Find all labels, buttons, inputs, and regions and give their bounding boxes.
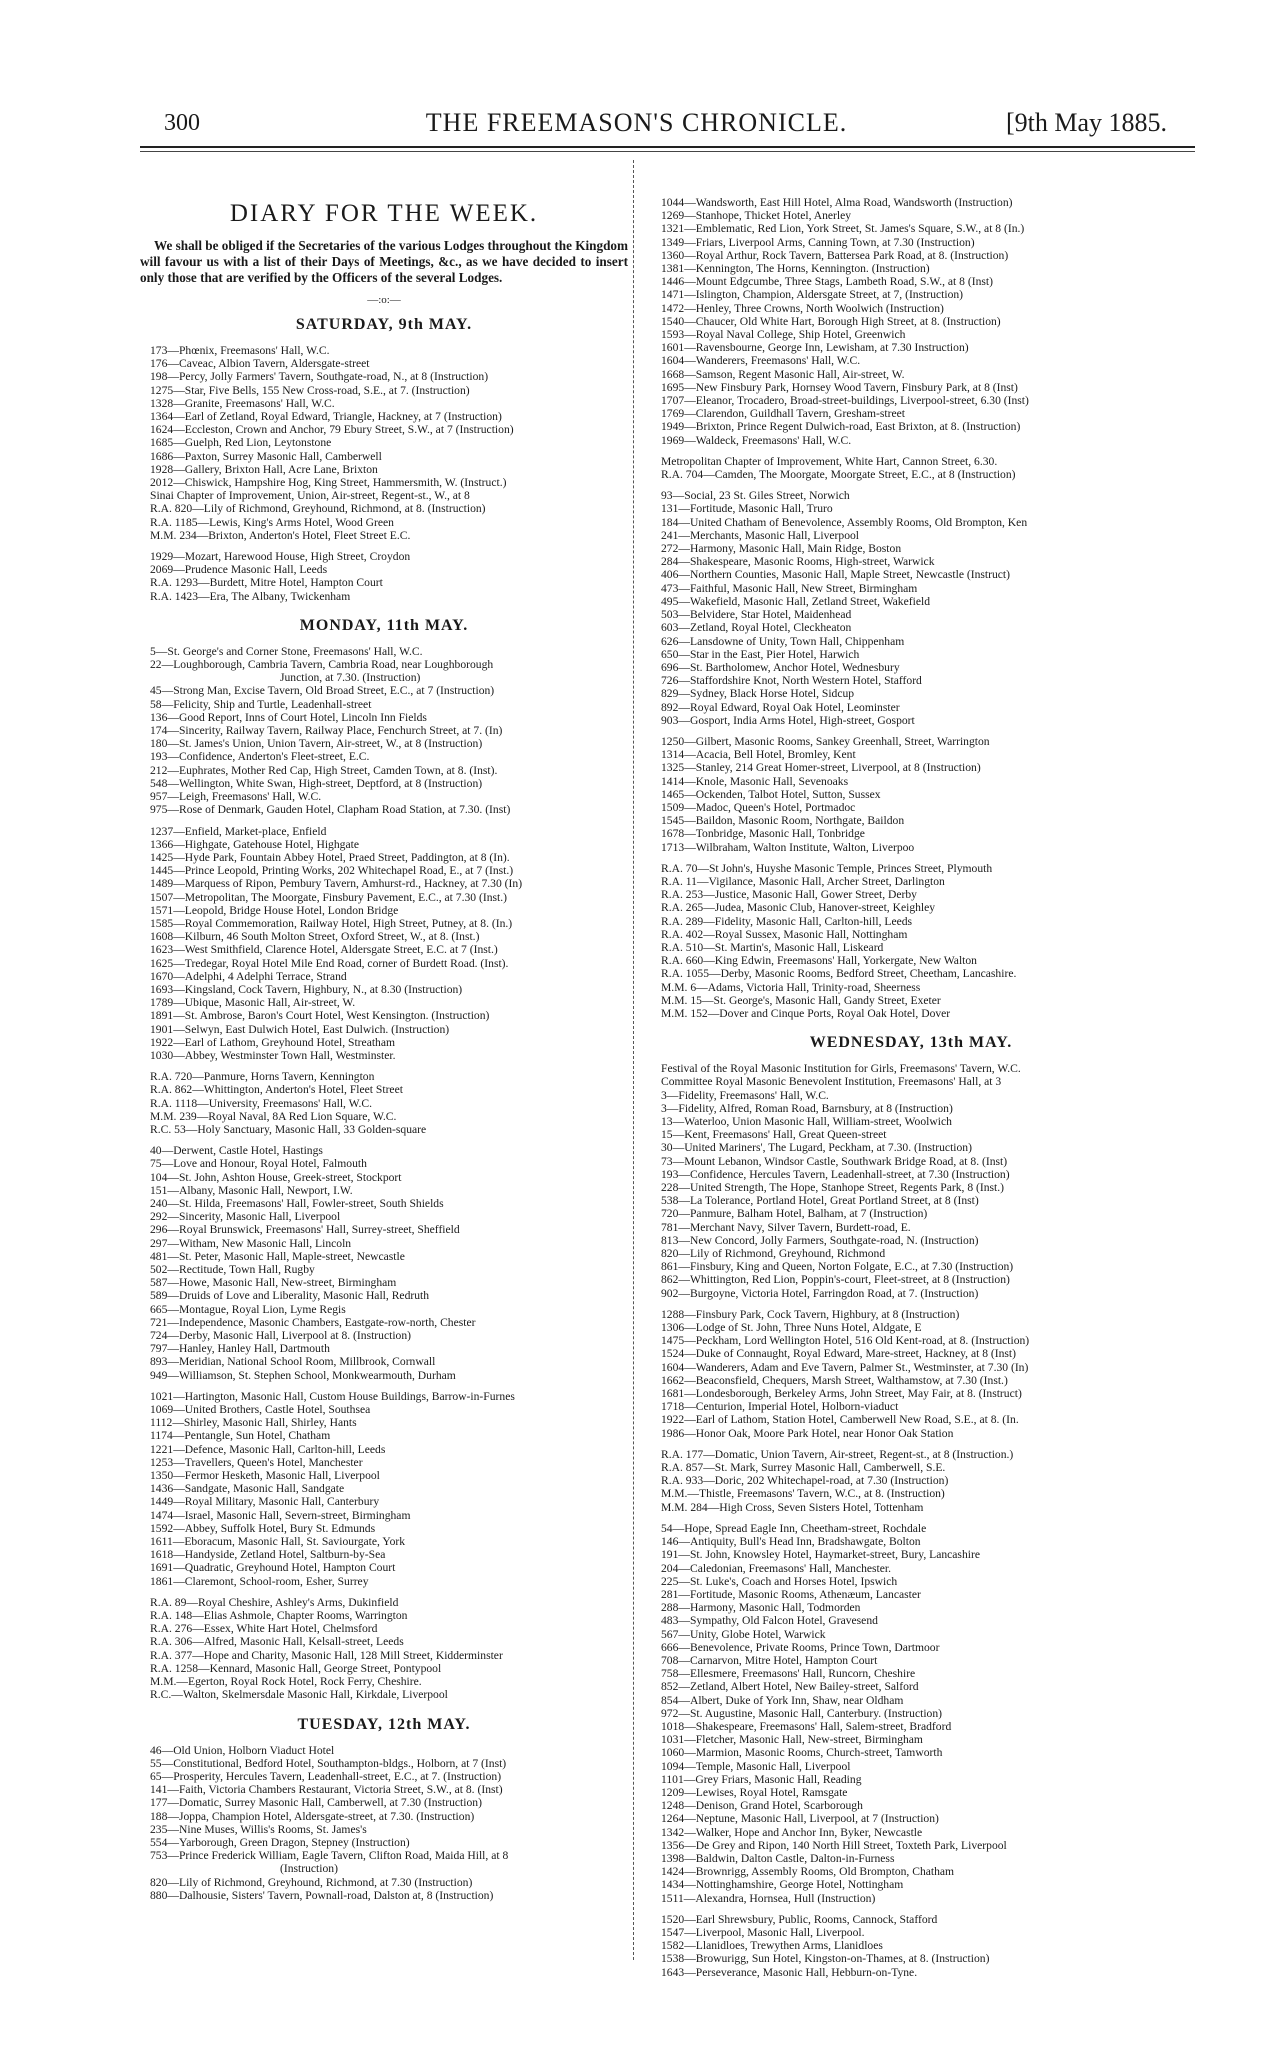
lodge-entry: 176—Caveac, Albion Tavern, Aldersgate-street xyxy=(150,357,370,371)
lodge-entry: R.A. 70—St John's, Huyshe Masonic Temple, Princes Street, Plymouth xyxy=(661,861,993,875)
lodge-entry: 272—Harmony, Masonic Hall, Main Ridge, Boston xyxy=(661,542,902,556)
lodge-entry: R.A. 704—Camden, The Moorgate, Moorgate Street, E.C., at 8 (Instruction) xyxy=(661,468,1016,482)
lodge-entry: R.A. 377—Hope and Charity, Masonic Hall, 128 Mill Street, Kidderminster xyxy=(150,1648,503,1662)
lodge-entry: R.A. 1185—Lewis, King's Arms Hotel, Wood Green xyxy=(150,515,394,529)
lodge-entry: 1604—Wanderers, Adam and Eve Tavern, Palmer St., Westminster, at 7.30 (In) xyxy=(661,1360,1029,1374)
lodge-entry: 1248—Denison, Grand Hotel, Scarborough xyxy=(661,1799,863,1813)
lodge-entry: 852—Zetland, Albert Hotel, New Bailey-street, Salford xyxy=(661,1680,919,1694)
lodge-entry: 1250—Gilbert, Masonic Rooms, Sankey Greenhall, Street, Warrington xyxy=(661,734,990,748)
lodge-entry: 589—Druids of Love and Liberality, Masonic Hall, Redruth xyxy=(150,1289,430,1303)
lodge-entry: 406—Northern Counties, Masonic Hall, Maple Street, Newcastle (Instruct) xyxy=(661,568,1011,582)
lodge-entry: 1718—Centurion, Imperial Hotel, Holborn-viaduct xyxy=(661,1400,899,1414)
lodge-entry: 1691—Quadratic, Greyhound Hotel, Hampton Court xyxy=(150,1561,396,1575)
lodge-entry: 191—St. John, Knowsley Hotel, Haymarket-street, Bury, Lancashire xyxy=(661,1548,980,1562)
lodge-entry: Sinai Chapter of Improvement, Union, Air-street, Regent-st., W., at 8 xyxy=(150,489,470,503)
lodge-entry: 975—Rose of Denmark, Gauden Hotel, Clapham Road Station, at 7.30. (Inst) xyxy=(150,803,511,817)
lodge-entry: 1021—Hartington, Masonic Hall, Custom House Buildings, Barrow-in-Furnes xyxy=(150,1389,515,1403)
lodge-entry: 1611—Eboracum, Masonic Hall, St. Saviourgate, York xyxy=(150,1535,406,1549)
lodge-entry: 193—Confidence, Hercules Tavern, Leadenhall-street, at 7.30 (Instruction) xyxy=(661,1167,1010,1181)
lodge-entry: 1509—Madoc, Queen's Hotel, Portmadoc xyxy=(661,800,856,814)
day-heading: TUESDAY, 12th MAY. xyxy=(297,1715,471,1733)
lodge-entry: 1474—Israel, Masonic Hall, Severn-street, Birmingham xyxy=(150,1508,411,1522)
lodge-group xyxy=(140,1596,628,1702)
lodge-entry: 820—Lily of Richmond, Greyhound, Richmond, at 7.30 (Instruction) xyxy=(150,1875,473,1889)
lodge-entry: 281—Fortitude, Masonic Rooms, Athenæum, Lancaster xyxy=(661,1587,921,1601)
lodge-entry: 1465—Ockenden, Talbot Hotel, Sutton, Sussex xyxy=(661,787,881,801)
lodge-entry-continuation: (Instruction) xyxy=(280,1862,338,1876)
lodge-entry: 1237—Enfield, Market-place, Enfield xyxy=(150,824,327,838)
lodge-entry: 1520—Earl Shrewsbury, Public, Rooms, Cannock, Stafford xyxy=(661,1912,938,1926)
separator: —:o:— xyxy=(367,294,401,306)
lodge-entry: R.A. 1118—University, Freemasons' Hall, W.C. xyxy=(150,1096,373,1110)
lodge-entry: 1662—Beaconsfield, Chequers, Marsh Street, Walthamstow, at 7.30 (Inst.) xyxy=(661,1373,1008,1387)
day-heading: SATURDAY, 9th MAY. xyxy=(295,316,473,333)
lodge-entry: 1511—Alexandra, Hornsea, Hull (Instruction) xyxy=(661,1891,876,1905)
lodge-entry: 1325—Stanley, 214 Great Homer-street, Liverpool, at 8 (Instruction) xyxy=(661,761,981,775)
lodge-entry: 724—Derby, Masonic Hall, Liverpool at 8. (Instruction) xyxy=(150,1329,412,1343)
lodge-entry: M.M. 234—Brixton, Anderton's Hotel, Fleet Street E.C. xyxy=(150,528,411,542)
lodge-entry: 753—Prince Frederick William, Eagle Tavern, Clifton Road, Maida Hill, at 8 xyxy=(150,1849,509,1863)
lodge-entry: 297—Witham, New Masonic Hall, Lincoln xyxy=(150,1236,352,1250)
lodge-entry: 1668—Samson, Regent Masonic Hall, Air-street, W. xyxy=(661,367,905,381)
issue-date: [9th May 1885. xyxy=(1006,108,1168,137)
lodge-entry: R.C. 53—Holy Sanctuary, Masonic Hall, 33 Golden-square xyxy=(150,1122,427,1136)
lodge-entry: 65—Prosperity, Hercules Tavern, Leadenhall-street, E.C., at 7. (Instruction) xyxy=(150,1769,502,1783)
lodge-entry: 781—Merchant Navy, Silver Tavern, Burdett-road, E. xyxy=(661,1220,911,1234)
lodge-entry: 193—Confidence, Anderton's Fleet-street, E.C. xyxy=(150,750,370,764)
lodge-entry: 1969—Waldeck, Freemasons' Hall, W.C. xyxy=(661,433,852,447)
lodge-entry: 174—Sincerity, Railway Tavern, Railway Place, Fenchurch Street, at 7. (In) xyxy=(150,724,503,738)
lodge-entry: 75—Love and Honour, Royal Hotel, Falmouth xyxy=(150,1157,367,1171)
lodge-entry: 1625—Tredegar, Royal Hotel Mile End Road, corner of Burdett Road. (Inst). xyxy=(150,956,509,970)
lodge-entry-continuation: Junction, at 7.30. (Instruction) xyxy=(280,671,421,685)
lodge-entry: 292—Sincerity, Masonic Hall, Liverpool xyxy=(150,1210,341,1224)
lodge-entry: 626—Lansdowne of Unity, Town Hall, Chippenham xyxy=(661,634,905,648)
lodge-entry: 949—Williamson, St. Stephen School, Monkwearmouth, Durham xyxy=(150,1368,456,1382)
column-divider xyxy=(633,160,634,1960)
lodge-entry: 22—Loughborough, Cambria Tavern, Cambria Road, near Loughborough xyxy=(150,658,494,672)
lodge-entry: 481—St. Peter, Masonic Hall, Maple-street, Newcastle xyxy=(150,1249,405,1263)
page-header xyxy=(0,104,1273,140)
lodge-entry: 1769—Clarendon, Guildhall Tavern, Gresham-street xyxy=(661,407,905,421)
lodge-entry: 1592—Abbey, Suffolk Hotel, Bury St. Edmunds xyxy=(150,1521,376,1535)
lodge-entry: 726—Staffordshire Knot, North Western Hotel, Stafford xyxy=(661,674,922,688)
lodge-entry: 902—Burgoyne, Victoria Hotel, Farringdon Road, at 7. (Instruction) xyxy=(661,1286,979,1300)
lodge-entry: 1475—Peckham, Lord Wellington Hotel, 516 Old Kent-road, at 8. (Instruction) xyxy=(661,1334,1030,1348)
lodge-entry: 1360—Royal Arthur, Rock Tavern, Battersea Park Road, at 8. (Instruction) xyxy=(661,248,1009,262)
lodge-entry: 204—Caledonian, Freemasons' Hall, Manchester. xyxy=(661,1561,892,1575)
lodge-entry: R.A. 289—Fidelity, Masonic Hall, Carlton-hill, Leeds xyxy=(661,914,913,928)
lodge-entry: 1221—Defence, Masonic Hall, Carlton-hill, Leeds xyxy=(150,1442,386,1456)
lodge-entry: 1275—Star, Five Bells, 155 New Cross-road, S.E., at 7. (Instruction) xyxy=(150,383,470,397)
lodge-entry: 1540—Chaucer, Old White Hart, Borough High Street, at 8. (Instruction) xyxy=(661,314,1001,328)
lodge-entry: 1018—Shakespeare, Freemasons' Hall, Salem-street, Bradford xyxy=(661,1719,952,1733)
lodge-entry: R.A. 862—Whittington, Anderton's Hotel, Fleet Street xyxy=(150,1083,403,1097)
lodge-entry: 1314—Acacia, Bell Hotel, Bromley, Kent xyxy=(661,748,856,762)
lodge-entry: R.A. 820—Lily of Richmond, Greyhound, Richmond, at 8. (Instruction) xyxy=(150,502,486,516)
day-heading: MONDAY, 11th MAY. xyxy=(299,616,469,634)
lodge-group xyxy=(140,1144,628,1382)
lodge-entry: 1044—Wandsworth, East Hill Hotel, Alma Road, Wandsworth (Instruction) xyxy=(661,196,1013,209)
lodge-group xyxy=(651,196,1171,447)
lodge-entry: M.M.—Egerton, Royal Rock Hotel, Rock Ferry, Cheshire. xyxy=(150,1675,422,1689)
lodge-entry: 554—Yarborough, Green Dragon, Stepney (Instruction) xyxy=(150,1835,410,1849)
lodge-entry: 1364—Earl of Zetland, Royal Edward, Triangle, Hackney, at 7 (Instruction) xyxy=(150,410,502,424)
lodge-entry: 1524—Duke of Connaught, Royal Edward, Mare-street, Hackney, at 8 (Inst) xyxy=(661,1347,1017,1361)
day-heading: WEDNESDAY, 13th MAY. xyxy=(809,1034,1013,1052)
intro-paragraph: We shall be obliged if the Secretaries of the various Lodges throughout the Kingdom will favour us with a list of their Days of Meetings, &c., as we have decided to insert only those that are verified by the Officers of the several Lodges. xyxy=(140,238,628,285)
lodge-entry: 1547—Liverpool, Masonic Hall, Liverpool. xyxy=(661,1925,865,1939)
lodge-entry: 1306—Lodge of St. John, Three Nuns Hotel, Aldgate, E xyxy=(661,1321,922,1335)
lodge-entry: 587—Howe, Masonic Hall, New-street, Birmingham xyxy=(150,1276,397,1290)
lodge-entry: 1538—Browurigg, Sun Hotel, Kingston-on-Thames, at 8. (Instruction) xyxy=(661,1952,990,1966)
lodge-entry: 1030—Abbey, Westminster Town Hall, Westminster. xyxy=(150,1048,396,1062)
lodge-entry: 708—Carnarvon, Mitre Hotel, Hampton Court xyxy=(661,1653,878,1667)
lodge-entry: 880—Dalhousie, Sisters' Tavern, Pownall-road, Dalston at, 8 (Instruction) xyxy=(150,1888,494,1902)
lodge-group xyxy=(651,1913,1171,1979)
lodge-entry: 1425—Hyde Park, Fountain Abbey Hotel, Praed Street, Paddington, at 8 (In). xyxy=(150,850,510,864)
lodge-entry: 1582—Llanidloes, Trewythen Arms, Llanidloes xyxy=(661,1939,883,1953)
lodge-entry: 1686—Paxton, Surrey Masonic Hall, Camberwell xyxy=(150,449,382,463)
lodge-entry: R.A. 1258—Kennard, Masonic Hall, George Street, Pontypool xyxy=(150,1661,442,1675)
lodge-entry: 820—Lily of Richmond, Greyhound, Richmond xyxy=(661,1247,886,1261)
lodge-entry: R.A. 720—Panmure, Horns Tavern, Kennington xyxy=(150,1070,375,1084)
lodge-entry: 893—Meridian, National School Room, Millbrook, Cornwall xyxy=(150,1355,436,1369)
publication-title: THE FREEMASON'S CHRONICLE. xyxy=(425,108,848,137)
lodge-entry: 696—St. Bartholomew, Anchor Hotel, Wednesbury xyxy=(661,660,900,674)
lodge-entry: 1545—Baildon, Masonic Room, Northgate, Baildon xyxy=(661,814,905,828)
lodge-entry: 903—Gosport, India Arms Hotel, High-street, Gosport xyxy=(661,713,915,727)
lodge-entry: 1342—Walker, Hope and Anchor Inn, Byker, Newcastle xyxy=(661,1825,923,1839)
lodge-entry: 2012—Chiswick, Hampshire Hog, King Street, Hammersmith, W. (Instruct.) xyxy=(150,476,507,490)
lodge-entry: R.A. 11—Vigilance, Masonic Hall, Archer Street, Darlington xyxy=(661,874,945,888)
lodge-entry: 146—Antiquity, Bull's Head Inn, Bradshawgate, Bolton xyxy=(661,1535,921,1549)
lodge-entry: 1253—Travellers, Queen's Hotel, Manchester xyxy=(150,1455,363,1469)
lodge-entry: 567—Unity, Globe Hotel, Warwick xyxy=(661,1627,826,1641)
lodge-entry: 225—St. Luke's, Coach and Horses Hotel, Ipswich xyxy=(661,1574,898,1588)
lodge-entry: 1928—Gallery, Brixton Hall, Acre Lane, Brixton xyxy=(150,462,378,476)
lodge-entry: 666—Benevolence, Private Rooms, Prince Town, Dartmoor xyxy=(661,1640,940,1654)
lodge-entry: 603—Zetland, Royal Hotel, Cleckheaton xyxy=(661,621,852,635)
lodge-entry: 1489—Marquess of Ripon, Pembury Tavern, Amhurst-rd., Hackney, at 7.30 (In) xyxy=(150,877,523,891)
lodge-entry: 1623—West Smithfield, Clarence Hotel, Aldersgate Street, E.C. at 7 (Inst.) xyxy=(150,943,498,957)
lodge-entry: 1670—Adelphi, 4 Adelphi Terrace, Strand xyxy=(150,969,347,983)
lodge-entry: 957—Leigh, Freemasons' Hall, W.C. xyxy=(150,790,322,804)
lodge-entry: 151—Albany, Masonic Hall, Newport, I.W. xyxy=(150,1183,353,1197)
lodge-entry: R.A. 402—Royal Sussex, Masonic Hall, Nottingham xyxy=(661,927,908,941)
lodge-entry: 503—Belvidere, Star Hotel, Maidenhead xyxy=(661,608,852,622)
lodge-entry: Festival of the Royal Masonic Institution for Girls, Freemasons' Tavern, W.C. xyxy=(661,1062,1021,1076)
lodge-entry: 1585—Royal Commemoration, Railway Hotel, High Street, Putney, at 8. (In.) xyxy=(150,916,513,930)
lodge-entry: 1986—Honor Oak, Moore Park Hotel, near Honor Oak Station xyxy=(661,1426,954,1440)
lodge-entry: 650—Star in the East, Pier Hotel, Harwich xyxy=(661,647,860,661)
lodge-entry: 1891—St. Ambrose, Baron's Court Hotel, West Kensington. (Instruction) xyxy=(150,1009,490,1023)
lodge-entry: 483—Sympathy, Old Falcon Hotel, Gravesend xyxy=(661,1614,878,1628)
lodge-entry: R.A. 276—Essex, White Hart Hotel, Chelmsford xyxy=(150,1622,378,1636)
lodge-entry: R.A. 857—St. Mark, Surrey Masonic Hall, Camberwell, S.E. xyxy=(661,1461,946,1475)
lodge-entry: R.A. 1293—Burdett, Mitre Hotel, Hampton Court xyxy=(150,576,383,590)
lodge-entry: 13—Waterloo, Union Masonic Hall, William-street, Woolwich xyxy=(661,1115,952,1128)
lodge-entry: 1101—Grey Friars, Masonic Hall, Reading xyxy=(661,1772,862,1786)
lodge-entry: 1288—Finsbury Park, Cock Tavern, Highbury, at 8 (Instruction) xyxy=(661,1307,960,1321)
lodge-group xyxy=(651,862,1171,1020)
lodge-entry: 131—Fortitude, Masonic Hall, Truro xyxy=(661,502,833,516)
lodge-entry: 1356—De Grey and Ripon, 140 North Hill Street, Toxteth Park, Liverpool xyxy=(661,1838,1007,1852)
header-rule-thin xyxy=(140,151,1195,152)
lodge-entry: M.M. 239—Royal Naval, 8A Red Lion Square, W.C. xyxy=(150,1109,397,1123)
lodge-entry: R.A. 253—Justice, Masonic Hall, Gower Street, Derby xyxy=(661,888,917,902)
lodge-entry: 720—Panmure, Balham Hotel, Balham, at 7 (Instruction) xyxy=(661,1207,928,1221)
lodge-entry: 1209—Lewises, Royal Hotel, Ramsgate xyxy=(661,1785,848,1799)
lodge-entry: 972—St. Augustine, Masonic Hall, Canterbury. (Instruction) xyxy=(661,1706,943,1720)
lodge-entry: 1601—Ravensbourne, George Inn, Lewisham, at 7.30 Instruction) xyxy=(661,341,969,355)
lodge-entry: 40—Derwent, Castle Hotel, Hastings xyxy=(150,1144,323,1158)
lodge-entry: 1381—Kennington, The Horns, Kennington. (Instruction) xyxy=(661,262,930,276)
lodge-group xyxy=(140,550,628,603)
lodge-entry: 1349—Friars, Liverpool Arms, Canning Town, at 7.30 (Instruction) xyxy=(661,235,975,249)
lodge-entry: 1350—Fermor Hesketh, Masonic Hall, Liverpool xyxy=(150,1469,380,1483)
lodge-entry: 892—Royal Edward, Royal Oak Hotel, Leominster xyxy=(661,700,900,714)
lodge-entry: 1685—Guelph, Red Lion, Leytonstone xyxy=(150,436,332,450)
lodge-entry: 141—Faith, Victoria Chambers Restaurant, Victoria Street, S.W., at 8. (Inst) xyxy=(150,1783,503,1797)
lodge-entry: 46—Old Union, Holborn Viaduct Hotel xyxy=(150,1743,335,1757)
section-title: DIARY FOR THE WEEK. xyxy=(229,200,539,227)
lodge-entry: Metropolitan Chapter of Improvement, White Hart, Cannon Street, 6.30. xyxy=(661,454,998,468)
lodge-entry: 136—Good Report, Inns of Court Hotel, Lincoln Inn Fields xyxy=(150,710,427,724)
lodge-entry: R.A. 89—Royal Cheshire, Ashley's Arms, Dukinfield xyxy=(150,1595,399,1609)
lodge-entry: 1269—Stanhope, Thicket Hotel, Anerley xyxy=(661,209,852,223)
lodge-entry: 184—United Chatham of Benevolence, Assembly Rooms, Old Brompton, Ken xyxy=(661,515,1028,529)
lodge-entry: 1471—Islington, Champion, Aldersgate Street, at 7, (Instruction) xyxy=(661,288,964,302)
lodge-entry: 240—St. Hilda, Freemasons' Hall, Fowler-street, South Shields xyxy=(150,1196,444,1210)
lodge-entry: 1366—Highgate, Gatehouse Hotel, Highgate xyxy=(150,837,359,851)
lodge-entry: 1618—Handyside, Zetland Hotel, Saltburn-by-Sea xyxy=(150,1548,386,1562)
lodge-entry: 1398—Baldwin, Dalton Castle, Dalton-in-Furness xyxy=(661,1851,895,1865)
lodge-entry: 15—Kent, Freemasons' Hall, Great Queen-street xyxy=(661,1128,887,1142)
lodge-entry: 1112—Shirley, Masonic Hall, Shirley, Hants xyxy=(150,1416,357,1430)
lodge-group xyxy=(140,1070,628,1136)
lodge-group xyxy=(140,645,628,817)
lodge-entry: 829—Sydney, Black Horse Hotel, Sidcup xyxy=(661,687,855,701)
lodge-entry: R.A. 148—Elias Ashmole, Chapter Rooms, Warrington xyxy=(150,1609,408,1623)
lodge-entry: 177—Domatic, Surrey Masonic Hall, Camberwell, at 7.30 (Instruction) xyxy=(150,1796,482,1810)
lodge-entry: M.M. 6—Adams, Victoria Hall, Trinity-road, Sheerness xyxy=(661,980,921,994)
lodge-entry: 3—Fidelity, Alfred, Roman Road, Barnsbury, at 8 (Instruction) xyxy=(661,1101,953,1115)
lodge-entry: 1604—Wanderers, Freemasons' Hall, W.C. xyxy=(661,354,861,368)
lodge-entry: 1424—Brownrigg, Assembly Rooms, Old Brompton, Chatham xyxy=(661,1865,955,1879)
lodge-entry: 1861—Claremont, School-room, Esher, Surrey xyxy=(150,1574,369,1588)
lodge-entry: 1922—Earl of Lathom, Station Hotel, Camberwell New Road, S.E., at 8. (In. xyxy=(661,1413,1019,1427)
lodge-group xyxy=(651,1522,1171,1905)
lodge-entry: 45—Strong Man, Excise Tavern, Old Broad Street, E.C., at 7 (Instruction) xyxy=(150,684,495,698)
lodge-entry: 473—Faithful, Masonic Hall, New Street, Birmingham xyxy=(661,581,918,595)
lodge-entry: 1449—Royal Military, Masonic Hall, Canterbury xyxy=(150,1495,380,1509)
lodge-group xyxy=(651,455,1171,481)
lodge-entry: 1328—Granite, Freemasons' Hall, W.C. xyxy=(150,396,335,410)
lodge-entry: 1789—Ubique, Masonic Hall, Air-street, W. xyxy=(150,996,356,1010)
lodge-entry: 548—Wellington, White Swan, High-street, Deptford, at 8 (Instruction) xyxy=(150,776,483,790)
header-rule xyxy=(140,146,1195,148)
page-number: 300 xyxy=(164,110,200,136)
lodge-entry: 1681—Londesborough, Berkeley Arms, John Street, May Fair, at 8. (Instruct) xyxy=(661,1387,1022,1401)
lodge-entry: 235—Nine Muses, Willis's Rooms, St. James's xyxy=(150,1822,367,1836)
lodge-entry: 538—La Tolerance, Portland Hotel, Great Portland Street, at 8 (Inst) xyxy=(661,1194,979,1208)
lodge-entry: 1414—Knole, Masonic Hall, Sevenoaks xyxy=(661,774,849,788)
lodge-entry: 1608—Kilburn, 46 South Molton Street, Oxford Street, W., at 8. (Inst.) xyxy=(150,930,480,944)
lodge-entry: 54—Hope, Spread Eagle Inn, Cheetham-street, Rochdale xyxy=(661,1521,927,1535)
lodge-entry: 1901—Selwyn, East Dulwich Hotel, East Dulwich. (Instruction) xyxy=(150,1022,450,1036)
lodge-entry: R.A. 933—Doric, 202 Whitechapel-road, at 7.30 (Instruction) xyxy=(661,1474,949,1488)
lodge-entry: R.A. 306—Alfred, Masonic Hall, Kelsall-street, Leeds xyxy=(150,1635,404,1649)
lodge-entry: 862—Whittington, Red Lion, Poppin's-court, Fleet-street, at 8 (Instruction) xyxy=(661,1273,1010,1287)
lodge-entry: R.C.—Walton, Skelmersdale Masonic Hall, Kirkdale, Liverpool xyxy=(150,1688,448,1702)
lodge-entry: 1069—United Brothers, Castle Hotel, Southsea xyxy=(150,1403,371,1417)
lodge-entry: 813—New Concord, Jolly Farmers, Southgate-road, N. (Instruction) xyxy=(661,1233,979,1247)
lodge-entry: M.M. 152—Dover and Cinque Ports, Royal Oak Hotel, Dover xyxy=(661,1006,951,1020)
lodge-entry: 665—Montague, Royal Lion, Lyme Regis xyxy=(150,1302,346,1316)
right-column xyxy=(651,196,1171,1987)
lodge-entry: 5—St. George's and Corner Stone, Freemasons' Hall, W.C. xyxy=(150,644,423,658)
lodge-entry: 1695—New Finsbury Park, Hornsey Wood Tavern, Finsbury Park, at 8 (Inst) xyxy=(661,380,1018,394)
lodge-entry: R.A. 177—Domatic, Union Tavern, Air-street, Regent-st., at 8 (Instruction.) xyxy=(661,1447,1014,1461)
lodge-entry: 173—Phœnix, Freemasons' Hall, W.C. xyxy=(150,344,330,357)
lodge-entry: 721—Independence, Masonic Chambers, Eastgate-row-north, Chester xyxy=(150,1315,476,1329)
lodge-group xyxy=(651,735,1171,854)
lodge-entry: 1949—Brixton, Prince Regent Dulwich-road, East Brixton, at 8. (Instruction) xyxy=(661,420,1021,434)
lodge-entry: 1472—Henley, Three Crowns, North Woolwich (Instruction) xyxy=(661,301,944,315)
lodge-entry: 228—United Strength, The Hope, Stanhope Street, Regents Park, 8 (Inst.) xyxy=(661,1181,1005,1195)
lodge-group xyxy=(651,1308,1171,1440)
lodge-entry: 495—Wakefield, Masonic Hall, Zetland Street, Wakefield xyxy=(661,594,930,608)
lodge-entry: R.A. 660—King Edwin, Freemasons' Hall, Yorkergate, New Walton xyxy=(661,954,977,968)
lodge-entry: R.A. 510—St. Martin's, Masonic Hall, Liskeard xyxy=(661,940,884,954)
lodge-group xyxy=(140,1390,628,1588)
lodge-entry: R.A. 265—Judea, Masonic Club, Hanover-street, Keighley xyxy=(661,901,936,915)
lodge-entry: 3—Fidelity, Freemasons' Hall, W.C. xyxy=(661,1088,829,1102)
lodge-entry: 502—Rectitude, Town Hall, Rugby xyxy=(150,1263,315,1276)
lodge-entry: 1445—Prince Leopold, Printing Works, 202 Whitechapel Road, E., at 7 (Inst.) xyxy=(150,864,514,878)
lodge-group xyxy=(140,825,628,1063)
lodge-entry: 1624—Eccleston, Crown and Anchor, 79 Ebury Street, S.W., at 7 (Instruction) xyxy=(150,423,514,437)
lodge-group xyxy=(651,1062,1171,1300)
lodge-group xyxy=(140,344,628,542)
lodge-entry: 1264—Neptune, Masonic Hall, Liverpool, at 7 (Instruction) xyxy=(661,1812,939,1826)
lodge-entry: R.A. 1423—Era, The Albany, Twickenham xyxy=(150,589,351,603)
lodge-entry: 284—Shakespeare, Masonic Rooms, High-street, Warwick xyxy=(661,555,935,569)
lodge-entry: 55—Constitutional, Bedford Hotel, Southampton-bldgs., Holborn, at 7 (Inst) xyxy=(150,1756,507,1770)
lodge-entry: 73—Mount Lebanon, Windsor Castle, Southwark Bridge Road, at 8. (Inst) xyxy=(661,1154,1008,1168)
lodge-group xyxy=(140,1744,628,1902)
lodge-entry: 30—United Mariners', The Lugard, Peckham, at 7.30. (Instruction) xyxy=(661,1141,972,1155)
lodge-entry: 1693—Kingsland, Cock Tavern, Highbury, N., at 8.30 (Instruction) xyxy=(150,982,463,996)
lodge-group xyxy=(651,489,1171,727)
lodge-entry: 1031—Fletcher, Masonic Hall, New-street, Birmingham xyxy=(661,1733,923,1747)
lodge-entry: 1643—Perseverance, Masonic Hall, Hebburn-on-Tyne. xyxy=(661,1965,918,1979)
lodge-entry: 861—Finsbury, King and Queen, Norton Folgate, E.C., at 7.30 (Instruction) xyxy=(661,1260,1014,1274)
lodge-entry: R.A. 1055—Derby, Masonic Rooms, Bedford Street, Cheetham, Lancashire. xyxy=(661,967,1017,981)
lodge-entry: 58—Felicity, Ship and Turtle, Leadenhall-street xyxy=(150,697,372,711)
lodge-entry: 1713—Wilbraham, Walton Institute, Walton, Liverpoo xyxy=(661,840,915,854)
lodge-entry: 1922—Earl of Lathom, Greyhound Hotel, Streatham xyxy=(150,1035,396,1049)
lodge-entry: 1174—Pentangle, Sun Hotel, Chatham xyxy=(150,1429,331,1443)
lodge-entry: M.M. 15—St. George's, Masonic Hall, Gandy Street, Exeter xyxy=(661,993,941,1007)
lodge-entry: 288—Harmony, Masonic Hall, Todmorden xyxy=(661,1601,861,1615)
lodge-entry: 180—St. James's Union, Union Tavern, Air-street, W., at 8 (Instruction) xyxy=(150,737,483,751)
left-column xyxy=(140,160,628,1910)
lodge-entry: 198—Percy, Jolly Farmers' Tavern, Southgate-road, N., at 8 (Instruction) xyxy=(150,370,489,384)
lodge-entry: 797—Hanley, Hanley Hall, Dartmouth xyxy=(150,1342,330,1356)
lodge-entry: 188—Joppa, Champion Hotel, Aldersgate-street, at 7.30. (Instruction) xyxy=(150,1809,475,1823)
lodge-entry: M.M. 284—High Cross, Seven Sisters Hotel, Tottenham xyxy=(661,1500,924,1514)
lodge-entry: 212—Euphrates, Mother Red Cap, High Street, Camden Town, at 8. (Inst). xyxy=(150,763,498,777)
lodge-entry: 104—St. John, Ashton House, Greek-street, Stockport xyxy=(150,1170,402,1184)
lodge-entry: 1446—Mount Edgcumbe, Three Stags, Lambeth Road, S.W., at 8 (Inst) xyxy=(661,275,993,289)
lodge-entry: 1434—Nottinghamshire, George Hotel, Nottingham xyxy=(661,1878,904,1892)
lodge-entry: 296—Royal Brunswick, Freemasons' Hall, Surrey-street, Sheffield xyxy=(150,1223,460,1237)
lodge-group xyxy=(651,1448,1171,1514)
lodge-entry: 1571—Leopold, Bridge House Hotel, London Bridge xyxy=(150,903,399,917)
lodge-entry: 1094—Temple, Masonic Hall, Liverpool xyxy=(661,1759,851,1773)
lodge-entry: 1678—Tonbridge, Masonic Hall, Tonbridge xyxy=(661,827,865,841)
lodge-entry: 758—Ellesmere, Freemasons' Hall, Runcorn, Cheshire xyxy=(661,1667,916,1681)
lodge-entry: 241—Merchants, Masonic Hall, Liverpool xyxy=(661,528,860,542)
lodge-entry: Committee Royal Masonic Benevolent Institution, Freemasons' Hall, at 3 xyxy=(661,1075,1002,1089)
lodge-entry: 93—Social, 23 St. Giles Street, Norwich xyxy=(661,489,850,503)
lodge-entry: 1593—Royal Naval College, Ship Hotel, Greenwich xyxy=(661,328,906,342)
lodge-entry: 1060—Marmion, Masonic Rooms, Church-street, Tamworth xyxy=(661,1746,943,1760)
lodge-entry: 2069—Prudence Masonic Hall, Leeds xyxy=(150,563,328,577)
lodge-entry: 1436—Sandgate, Masonic Hall, Sandgate xyxy=(150,1482,345,1496)
lodge-entry: 1321—Emblematic, Red Lion, York Street, St. James's Square, S.W., at 8 (In.) xyxy=(661,222,1025,236)
lodge-entry: 854—Albert, Duke of York Inn, Shaw, near Oldham xyxy=(661,1693,904,1707)
lodge-entry: M.M.—Thistle, Freemasons' Tavern, W.C., at 8. (Instruction) xyxy=(661,1487,945,1501)
lodge-entry: 1707—Eleanor, Trocadero, Broad-street-buildings, Liverpool-street, 6.30 (Inst) xyxy=(661,394,1029,408)
lodge-entry: 1929—Mozart, Harewood House, High Street, Croydon xyxy=(150,550,411,564)
lodge-entry: 1507—Metropolitan, The Moorgate, Finsbury Pavement, E.C., at 7.30 (Inst.) xyxy=(150,890,508,904)
